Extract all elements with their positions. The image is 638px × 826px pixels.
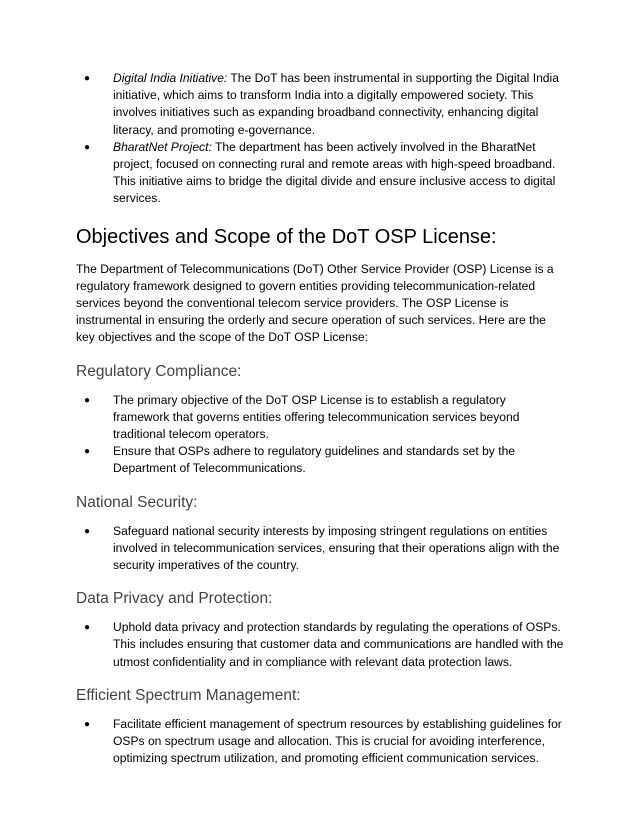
document-page: [76, 70, 564, 767]
bullet-text: Ensure that OSPs adhere to regulatory guidelines and standards set by the Department of Telecommunications.: [113, 444, 516, 476]
bullet-lead: Digital India Initiative:: [113, 71, 228, 85]
bullet-text: The department has been actively involved in the BharatNet project, focused on connecting rural and remote areas with high-speed broadband. This initiative aims to bridge the digital divide and ensure inclusive access to digital services.: [113, 139, 556, 206]
list-item: [76, 392, 564, 444]
list-item: [76, 443, 564, 477]
bullet-icon: ●: [84, 73, 91, 84]
bullet-text: Uphold data privacy and protection standards by regulating the operations of OSPs. This includes ensuring that customer data and communications are handled with the utmost confidentiality and in compliance with relevant data protection laws.: [113, 620, 564, 669]
bullet-icon: ●: [84, 446, 91, 458]
bullet-icon: ●: [84, 525, 91, 537]
section-intro: The Department of Telecommunications (DoT) Other Service Provider (OSP) License is a regulatory framework designed to govern entities providing telecommunication-related services beyond the conventional telecom service providers. The OSP License is instrumental in ensuring the orderly and secure operation of such services. Here are the key objectives and the scope of the DoT OSP License:: [76, 261, 554, 345]
bullet-icon: ●: [84, 622, 91, 634]
subheading-national-security: National Security:: [76, 493, 198, 511]
bullet-list: [76, 716, 564, 768]
list-item: [76, 716, 564, 768]
bullet-icon: ●: [84, 718, 91, 730]
subheading-data-privacy: Data Privacy and Protection:: [76, 590, 273, 608]
list-item: [76, 70, 564, 139]
subheading-regulatory-compliance: Regulatory Compliance:: [76, 362, 242, 380]
bullet-icon: ●: [84, 141, 91, 153]
bullet-list: [76, 619, 564, 671]
bullet-text: Safeguard national security interests by imposing stringent regulations on entities involved in telecommunication services, ensuring that their operations align with the security imperatives of the country.: [113, 523, 560, 573]
bullet-text: The DoT has been instrumental in supporting the Digital India initiative, which aims to transform India into a digitally empowered society. This involves initiatives such as expanding broadband connectivity, enhancing digital literacy, and promoting e-governance.: [113, 71, 559, 137]
bullet-list: [76, 523, 564, 575]
bullet-list: [76, 392, 564, 478]
list-item: [76, 139, 564, 208]
bullet-icon: ●: [84, 394, 91, 406]
list-item: [76, 619, 564, 671]
subheading-spectrum-management: Efficient Spectrum Management:: [76, 686, 301, 704]
list-item: [76, 523, 564, 575]
top-bullet-list: [76, 70, 564, 208]
bullet-lead: BharatNet Project:: [113, 139, 212, 154]
bullet-text: Facilitate efficient management of spectrum resources by establishing guidelines for OSPs on spectrum usage and allocation. This is crucial for avoiding interference, optimizing spectrum utilization, and promoting efficient communication services.: [113, 716, 562, 766]
section-heading: Objectives and Scope of the DoT OSP License:: [76, 225, 497, 248]
bullet-text: The primary objective of the DoT OSP License is to establish a regulatory framework that governs entities offering telecommunication services beyond traditional telecom operators.: [113, 392, 520, 442]
